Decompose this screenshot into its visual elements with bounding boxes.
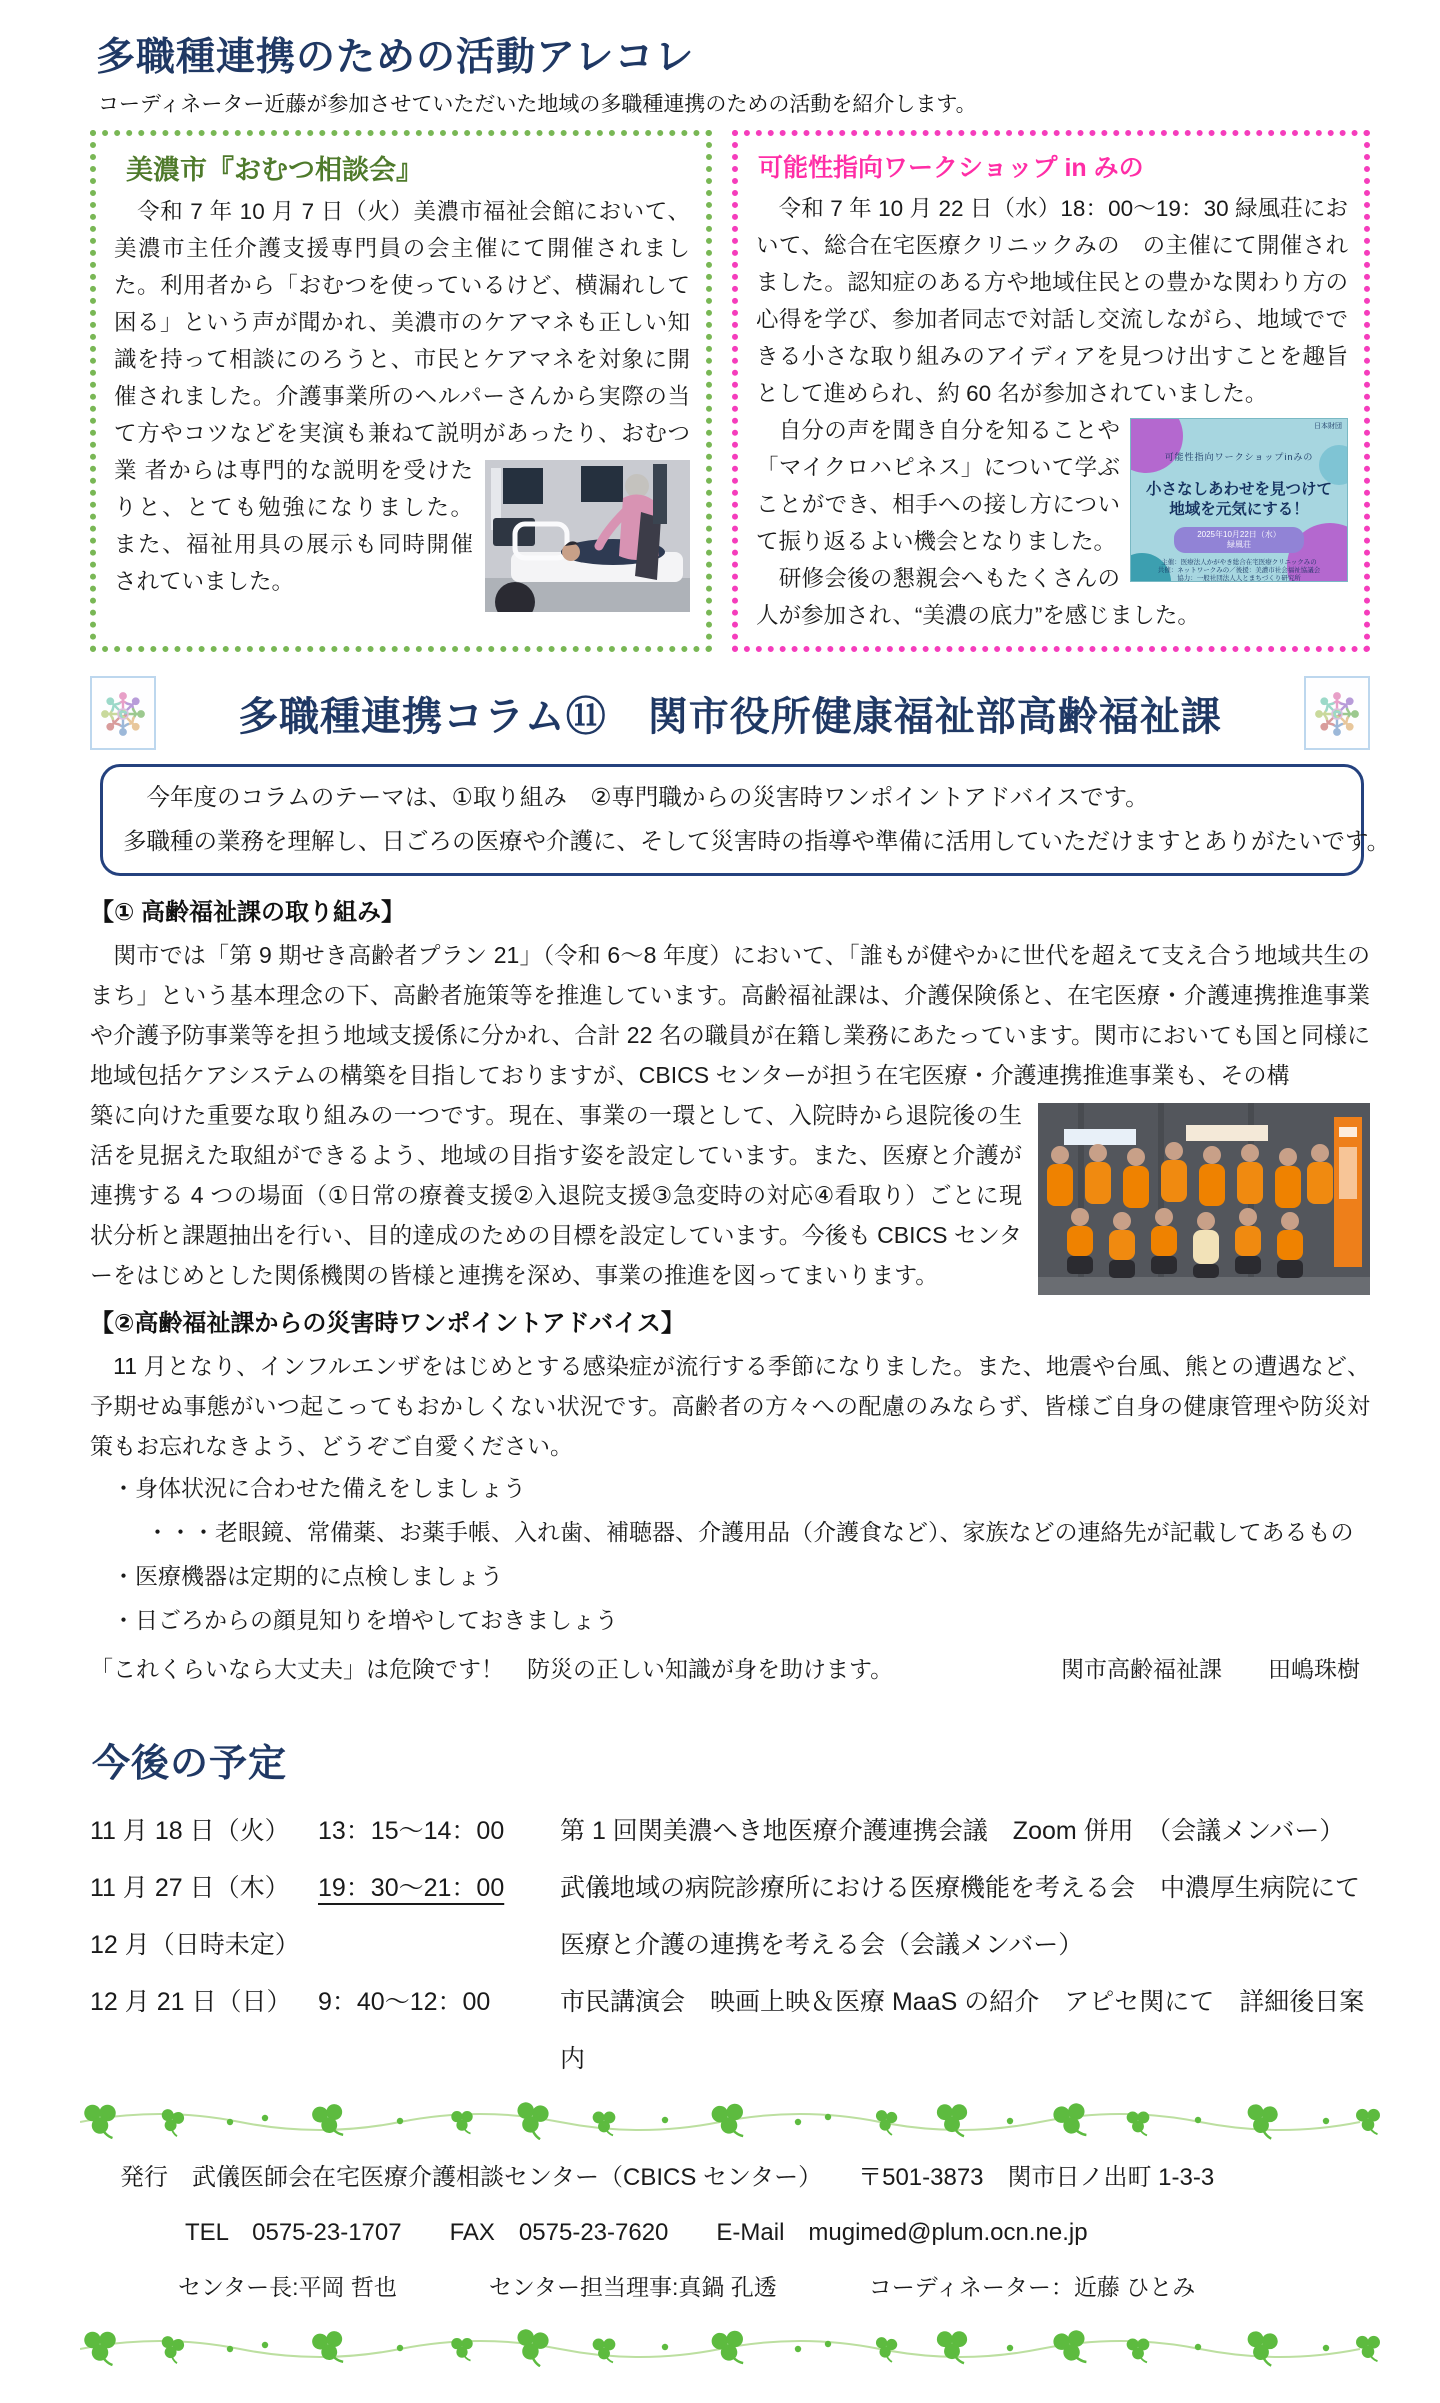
diaper-demonstration-photo <box>485 460 690 612</box>
schedule-row <box>90 1860 1370 1917</box>
mandala-icon <box>1304 676 1370 750</box>
omutsu-box-body <box>114 193 690 600</box>
schedule-row <box>90 1974 1370 2088</box>
schedule-desc: 第 1 回関美濃へき地医療介護連携会議 Zoom 併用 （会議メンバー） <box>560 1817 1345 1845</box>
omutsu-box-text-2: 者からは専門的な説明を受けたりと、とても勉強になりました。また、福祉用具の展示も同時開催されていました。 <box>114 458 473 594</box>
poster-date: 2025年10月22日（水） <box>1197 530 1281 539</box>
footer-contact: TEL 0575-23-1707 FAX 0575-23-7620 E-Mail mugimed@plum.ocn.ne.jp <box>185 2219 1088 2246</box>
poster-place: 緑風荘 <box>1227 540 1251 549</box>
section1-paragraph-2: 築に向けた重要な取り組みの一つです。現在、事業の一環として、入院時から退院後の生活を見据えた取組ができるよう、地域の目指す姿を設定しています。また、医療と介護が連携する 4 つの場面（①日常の療養支援②入退院支援③急変時の対応④看取り）ごとに現状分析と課題抽出を行い、目的達成のための目標を設定しています。今後も CBICS センターをはじめとした関係機関の皆様と連携を深め、事業の推進を図ってまいります。 <box>90 1102 1022 1288</box>
clover-divider <box>80 2098 1380 2140</box>
column-theme-line1: 今年度のコラムのテーマは、①取り組み ②専門職からの災害時ワンポイントアドバイスです。 <box>123 784 1149 810</box>
author-signature: 関市高齢福祉課 田嶋珠樹 <box>1061 1656 1360 1682</box>
footer <box>90 2150 1370 2315</box>
workshop-box-text-3: 研修会後の懇親会へもたくさんの人が参加され、“美濃の底力”を感じました。 <box>756 566 1200 628</box>
schedule-date: 11 月 27 日（木） <box>90 1874 290 1902</box>
schedule-date: 12 月（日時未定） <box>90 1931 300 1959</box>
closing-warning: 「これくらいなら大丈夫」は危険です！ 防災の正しい知識が身を助けます。 <box>90 1656 894 1682</box>
section2-paragraph: 11 月となり、インフルエンザをはじめとする感染症が流行する季節になりました。また、地震や台風、熊との遭遇など、予期せぬ事態がいつ起こってもおかしくない状況です。高齢者の方々への配慮のみならず、皆様ご自身の健康管理や防災対策もお忘れなきよう、どうぞご自愛ください。 <box>90 1353 1370 1459</box>
column-title: 多職種連携コラム⑪ 関市役所健康福祉部高齢福祉課 <box>238 694 1222 739</box>
footer-publisher: 発行 武儀医師会在宅医療介護相談センター（CBICS センター） 〒501-3873 関市日ノ出町 1-3-3 <box>120 2164 1215 2191</box>
workshop-box-body <box>756 190 1348 634</box>
mandala-icon <box>90 676 156 750</box>
page-title: 多職種連携のための活動アレコレ <box>96 36 695 79</box>
column-theme-line2: 多職種の業務を理解し、日ごろの医療や介護に、そして災害時の指導や準備に活用していただけますとありがたいです。 <box>123 828 1391 854</box>
schedule-time: 9：40～12：00 <box>318 1988 491 2016</box>
poster-content <box>1131 439 1347 582</box>
schedule-row <box>90 1803 1370 1860</box>
closing-row <box>90 1646 1370 1692</box>
schedule-date: 12 月 21 日（日） <box>90 1988 292 2016</box>
section1-paragraph-1: 関市では「第 9 期せき高齢者プラン 21」（令和 6～8 年度）において、「誰もが健やかに世代を超えて支え合う地域共生のまち」という基本理念の下、高齢者施策等を推進しています。高齢福祉課は、介護保険係と、在宅医療・介護連携推進事業や介護予防事業等を担う地域支援係に分かれ、合計 22 名の職員が在籍し業務にあたっています。関市においても国と同様に地域包括ケアシステムの構築を目指しておりますが、CBICS センターが担う在宅医療・介護連携推進事業も、その構 <box>90 942 1370 1088</box>
schedule-row <box>90 1917 1370 1974</box>
workshop-box-text-1: 令和 7 年 10 月 22 日（水）18：00～19：30 緑風荘において、総合在宅医療クリニックみの の主催にて開催されました。認知症のある方や地域住民との豊かな関わり方の心得を学び、参加者同志で対話し交流しながら、地域でできる小さな取り組みのアイディアを見つけ出すことを趣旨として進められ、約 60 名が参加されていました。 <box>756 196 1348 406</box>
column-theme-box <box>100 764 1391 876</box>
schedule-time-underlined: 19：30～21：00 <box>318 1874 505 1902</box>
clover-divider <box>80 2325 1380 2367</box>
activity-boxes <box>90 130 1370 652</box>
poster-headline-line2: 地域を元気にする！ <box>1169 501 1309 518</box>
omutsu-box-title: 美濃市『おむつ相談会』 <box>126 155 423 185</box>
advice-bullet-1-detail: ・・・老眼鏡、常備薬、お薬手帳、入れ歯、補聴器、介護用品（介護食など）、家族などの連絡先が記載してあるもの <box>146 1519 1354 1545</box>
schedule-date: 11 月 18 日（火） <box>90 1817 290 1845</box>
staff-group-photo <box>1038 1103 1370 1295</box>
poster-credit-1: 主催：医療法人かがやき総合在宅医療クリニックみの <box>1161 559 1317 566</box>
omutsu-consultation-box <box>90 130 712 652</box>
workshop-box-text-2: 自分の声を聞き自分を知ることや「マイクロハピネス」について学ぶことができ、相手への接し方について振り返るよい機会となりました。 <box>756 418 1120 554</box>
poster-foundation-logo: 日本財団 <box>1314 423 1342 430</box>
page-subtitle: コーディネーター近藤が参加させていただいた地域の多職種連携のための活動を紹介します。 <box>98 93 977 116</box>
poster-date-pill <box>1174 527 1304 553</box>
schedule-time <box>318 1917 560 1974</box>
section2-heading: 【②高齢福祉課からの災害時ワンポイントアドバイス】 <box>90 1310 685 1337</box>
poster-headline-line1: 小さなしあわせを見つけて <box>1145 481 1332 498</box>
poster-workshop-name: 可能性指向ワークショップinみの <box>1164 452 1314 462</box>
advice-bullet-1: ・身体状況に合わせた備えをしましょう <box>112 1475 526 1501</box>
section1-heading: 【① 高齢福祉課の取り組み】 <box>90 899 405 926</box>
advice-bullet-3: ・日ごろからの顔見知りを増やしておきましょう <box>112 1607 618 1633</box>
poster-credits <box>1131 559 1347 582</box>
poster-credit-3: 協力：一般社団法人人とまちづくり研究所 <box>1177 575 1301 582</box>
schedule-desc: 医療と介護の連携を考える会（会議メンバー） <box>560 1931 1084 1959</box>
schedule-desc: 市民講演会 映画上映＆医療 MaaS の紹介 アピセ関にて 詳細後日案内 <box>560 1988 1365 2073</box>
workshop-box <box>732 130 1370 652</box>
schedule-title: 今後の予定 <box>92 1743 288 1785</box>
footer-staff: センター長:平岡 哲也 センター担当理事:真鍋 孔透 コーディネーター：近藤 ひとみ <box>178 2274 1196 2300</box>
column-header <box>90 676 1370 750</box>
workshop-poster-photo <box>1130 418 1348 582</box>
poster-headline <box>1131 480 1347 520</box>
omutsu-box-text-1: 令和 7 年 10 月 7 日（火）美濃市福祉会館において、美濃市主任介護支援専門員の会主催にて開催されました。利用者から「おむつを使っているけど、横漏れして困る」という声が聞かれ、美濃市のケアマネも正しい知識を持って相談にのろうと、市民とケアマネを対象に開催されました。介護事業所のヘルパーさんから実際の当て方やコツなどを実演も兼ねて説明があったり、おむつ業 <box>114 199 690 483</box>
schedule-time: 13：15～14：00 <box>318 1817 505 1845</box>
poster-credit-2: 共催：ネットワークみの／後援：美濃市社会福祉協議会 <box>1157 567 1321 574</box>
advice-bullet-2: ・医療機器は定期的に点検しましょう <box>112 1563 503 1589</box>
workshop-box-title: 可能性指向ワークショップ in みの <box>758 154 1144 182</box>
schedule-desc: 武儀地域の病院診療所における医療機能を考える会 中濃厚生病院にて <box>560 1874 1361 1902</box>
